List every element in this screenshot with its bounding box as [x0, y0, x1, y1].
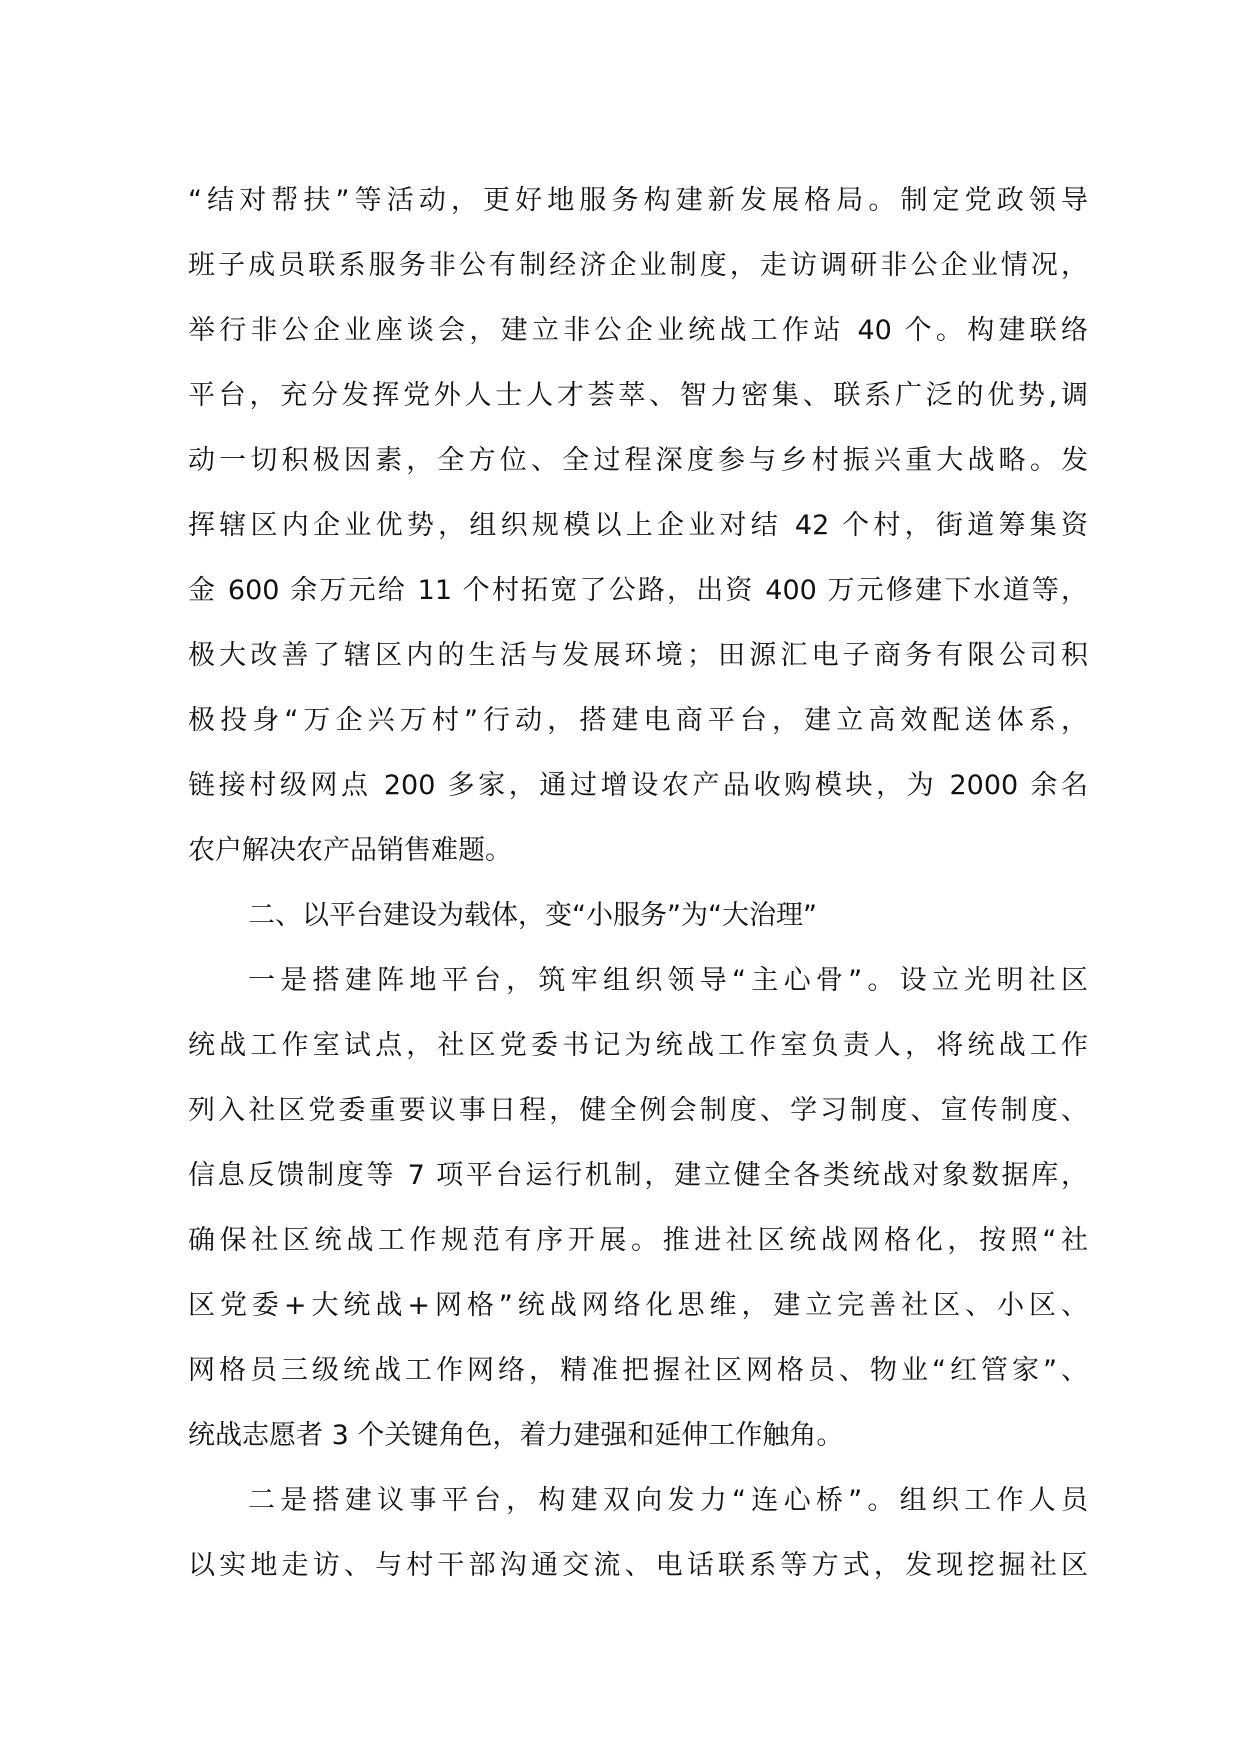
- text-line: 金 600 余万元给 11 个村拓宽了公路，出资 400 万元修建下水道等，: [188, 575, 1088, 606]
- text-line: 区党委+大统战+网格”统战网络化思维，建立完善社区、小区、: [188, 1290, 1088, 1321]
- text-line: “结对帮扶”等活动，更好地服务构建新发展格局。制定党政领导: [188, 185, 1088, 216]
- text-line: 班子成员联系服务非公有制经济企业制度，走访调研非公企业情况，: [188, 250, 1088, 281]
- text-line: 网格员三级统战工作网络，精准把握社区网格员、物业“红管家”、: [188, 1355, 1088, 1386]
- text-line: 链接村级网点 200 多家，通过增设农产品收购模块，为 2000 余名: [188, 770, 1088, 801]
- text-line: 农户解决农产品销售难题。: [188, 835, 512, 866]
- text-line: 极投身“万企兴万村”行动，搭建电商平台，建立高效配送体系，: [188, 705, 1088, 736]
- text-line: 平台，充分发挥党外人士人才荟萃、智力密集、联系广泛的优势,调: [188, 380, 1088, 411]
- text-line: 以实地走访、与村干部沟通交流、电话联系等方式，发现挖掘社区: [188, 1550, 1088, 1581]
- body-text: [188, 168, 1088, 1598]
- text-line: 列入社区党委重要议事日程，健全例会制度、学习制度、宣传制度、: [188, 1095, 1088, 1126]
- text-line: 举行非公企业座谈会，建立非公企业统战工作站 40 个。构建联络: [188, 315, 1088, 346]
- section-heading: 二、以平台建设为载体，变“小服务”为“大治理”: [248, 900, 817, 931]
- text-line: 挥辖区内企业优势，组织规模以上企业对结 42 个村，街道筹集资: [188, 510, 1088, 541]
- text-line: 信息反馈制度等 7 项平台运行机制，建立健全各类统战对象数据库，: [188, 1160, 1088, 1191]
- text-line: 动一切积极因素，全方位、全过程深度参与乡村振兴重大战略。发: [188, 445, 1088, 476]
- text-line: 统战工作室试点，社区党委书记为统战工作室负责人，将统战工作: [188, 1030, 1088, 1061]
- text-line: 一是搭建阵地平台，筑牢组织领导“主心骨”。设立光明社区: [248, 965, 1088, 996]
- text-line: 统战志愿者 3 个关键角色，着力建强和延伸工作触角。: [188, 1420, 844, 1451]
- text-line: 二是搭建议事平台，构建双向发力“连心桥”。组织工作人员: [248, 1485, 1088, 1516]
- text-line: 极大改善了辖区内的生活与发展环境；田源汇电子商务有限公司积: [188, 640, 1088, 671]
- text-line: 确保社区统战工作规范有序开展。推进社区统战网格化，按照“社: [188, 1225, 1088, 1256]
